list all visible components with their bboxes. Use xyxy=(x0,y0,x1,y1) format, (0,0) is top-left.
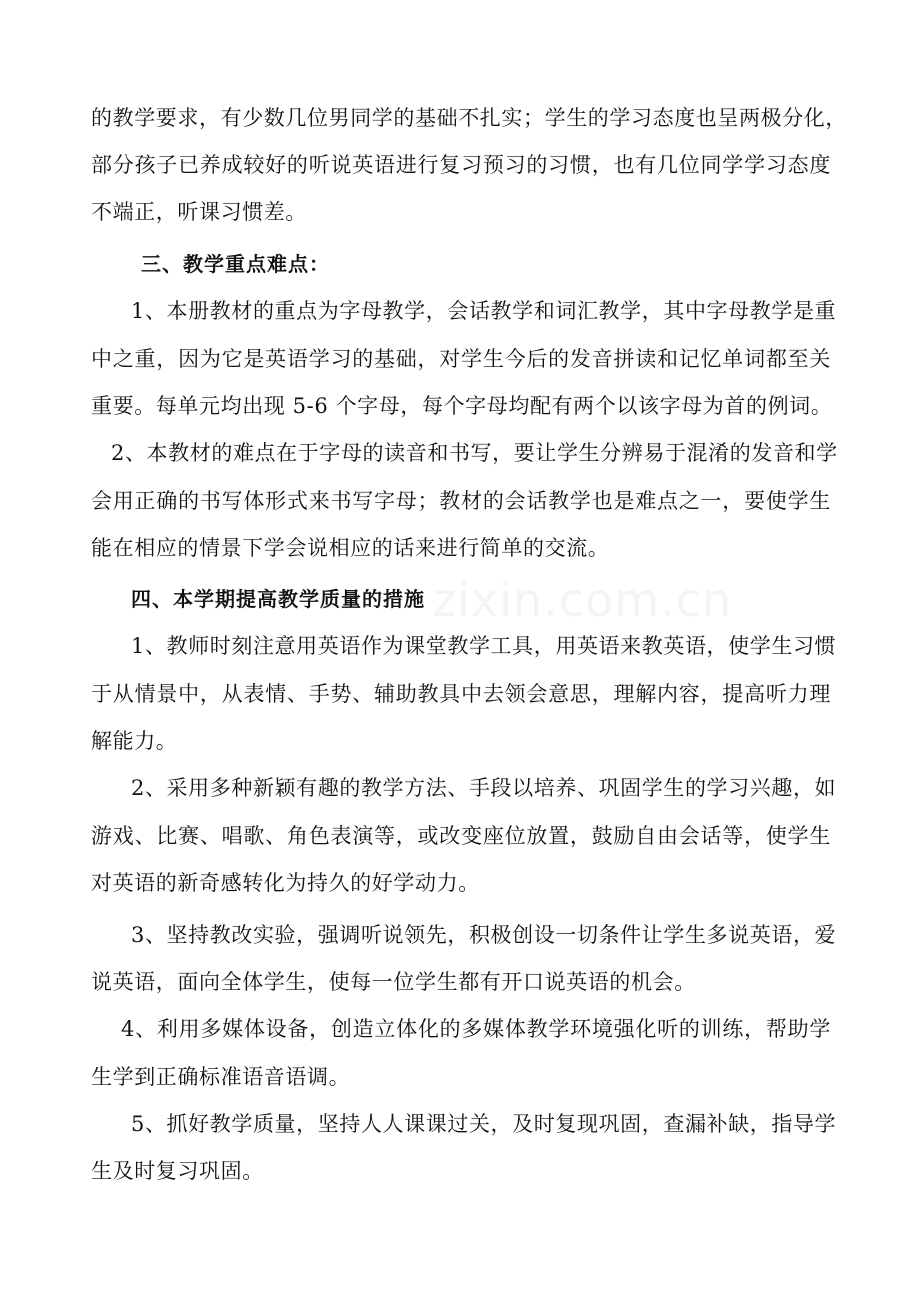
paragraph-line: 1、教师时刻注意用英语作为课堂教学工具，用英语来教英语，使学生习惯 xyxy=(131,634,837,658)
paragraph-line: 解能力。 xyxy=(91,729,178,753)
paragraph-line: 说英语，面向全体学生，使每一位学生都有开口说英语的机会。 xyxy=(91,970,696,994)
paragraph-line: 生及时复习巩固。 xyxy=(91,1159,264,1183)
paragraph-line: 中之重，因为它是英语学习的基础，对学生今后的发音拼读和记忆单词都至关 xyxy=(91,347,831,371)
paragraph-line: 游戏、比赛、唱歌、角色表演等，或改变座位放置，鼓励自由会话等，使学生 xyxy=(91,824,831,848)
paragraph-line: 1、本册教材的重点为字母教学，会话教学和词汇教学，其中字母教学是重 xyxy=(131,299,837,323)
paragraph-line: 4、利用多媒体设备，创造立体化的多媒体教学环境强化听的训练，帮助学 xyxy=(121,1017,831,1041)
paragraph-line: 的教学要求，有少数几位男同学的基础不扎实；学生的学习态度也呈两极分化， xyxy=(91,106,847,130)
paragraph-line: 不端正，听课习惯差。 xyxy=(91,200,307,224)
paragraph-line: 对英语的新奇感转化为持久的好学动力。 xyxy=(91,871,480,895)
paragraph-line: 3、坚持教改实验，强调听说领先，积极创设一切条件让学生多说英语，爱 xyxy=(131,923,837,947)
paragraph-line: 部分孩子已养成较好的听说英语进行复习预习的习惯，也有几位同学学习态度 xyxy=(91,153,831,177)
paragraph-line: 会用正确的书写体形式来书写字母；教材的会话教学也是难点之一，要使学生 xyxy=(91,489,831,513)
paragraph-line: 重要。每单元均出现 5-6 个字母，每个字母均配有两个以该字母为首的例词。 xyxy=(91,394,833,418)
section-heading-4: 四、本学期提高教学质量的措施 xyxy=(131,587,425,611)
section-heading-3: 三、教学重点难点： xyxy=(141,252,330,276)
paragraph-line: 2、本教材的难点在于字母的读音和书写，要让学生分辨易于混淆的发音和学 xyxy=(111,441,838,465)
paragraph-line: 2、采用多种新颖有趣的教学方法、手段以培养、巩固学生的学习兴趣，如 xyxy=(131,776,837,800)
paragraph-line: 于从情景中，从表情、手势、辅助教具中去领会意思，理解内容，提高听力理 xyxy=(91,682,831,706)
paragraph-line: 5、抓好教学质量，坚持人人课课过关，及时复现巩固，查漏补缺，指导学 xyxy=(131,1112,837,1136)
paragraph-line: 生学到正确标准语音语调。 xyxy=(91,1065,351,1089)
watermark: zixin.com.cn xyxy=(432,573,733,627)
paragraph-line: 能在相应的情景下学会说相应的话来进行简单的交流。 xyxy=(91,536,610,560)
